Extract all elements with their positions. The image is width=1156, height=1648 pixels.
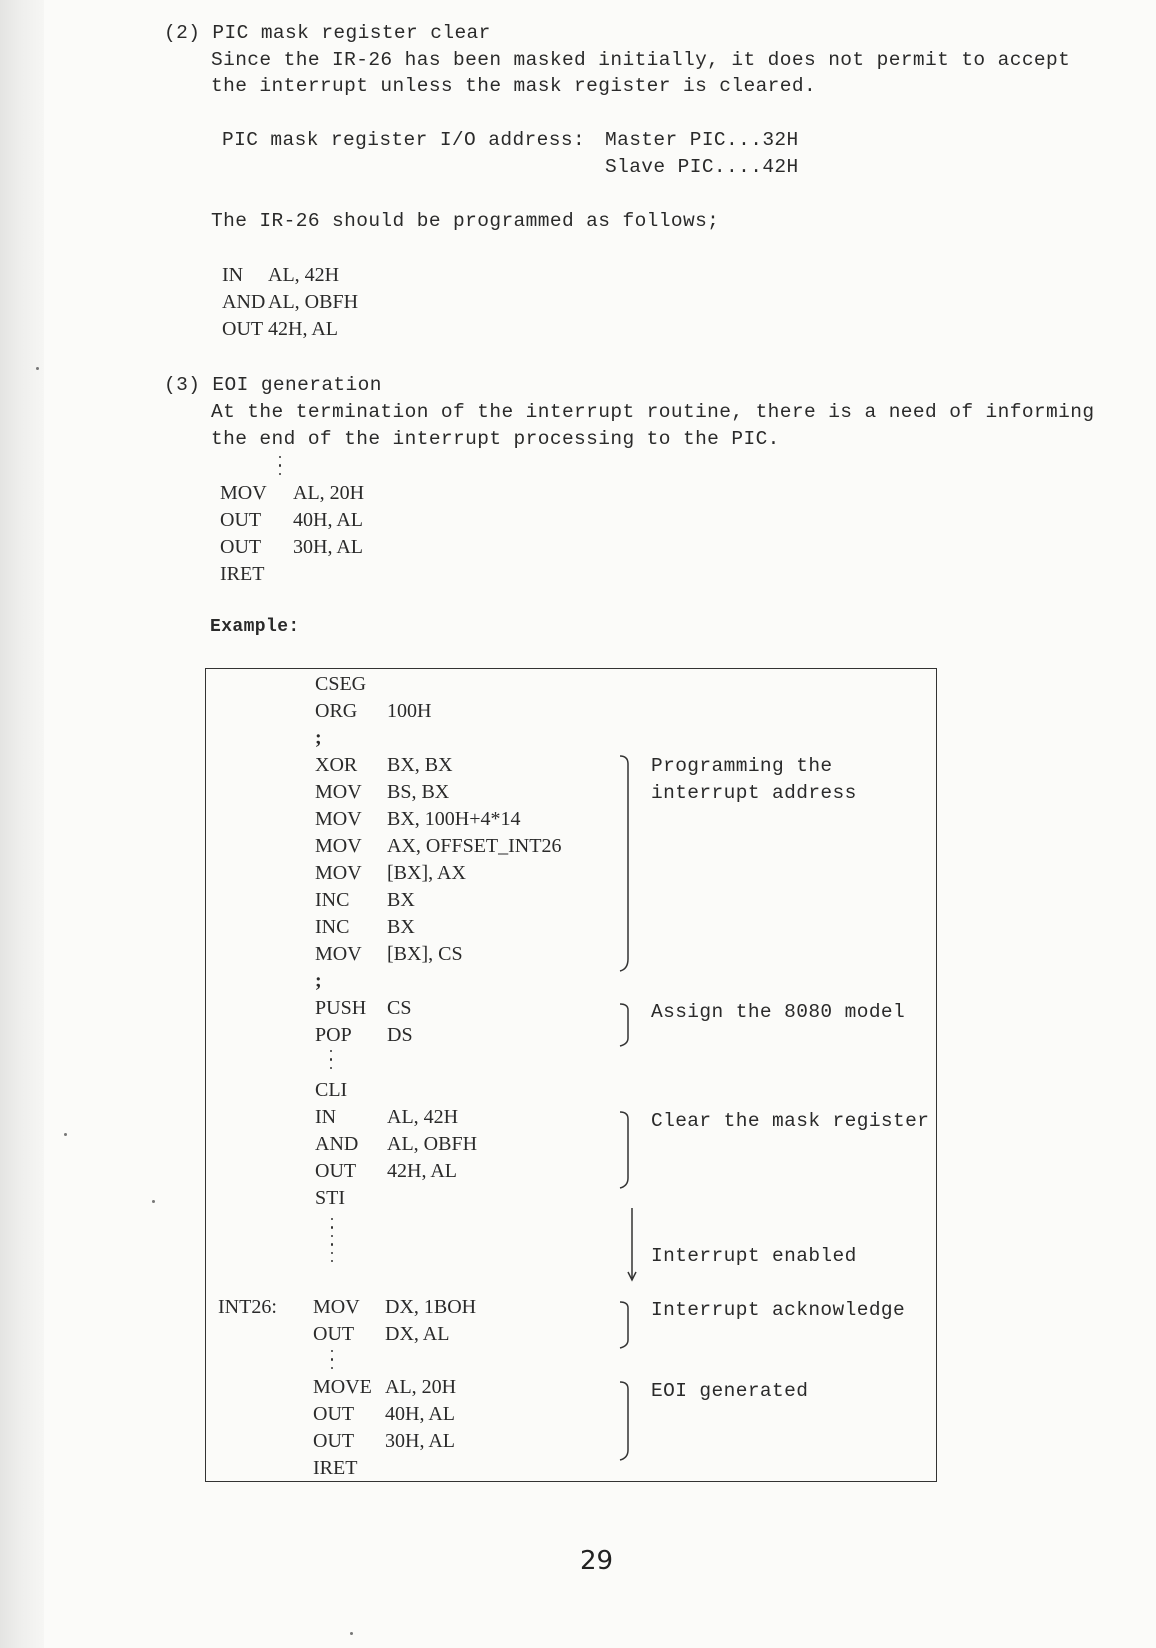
code-arg: AL, 42H xyxy=(387,1106,459,1128)
code-arg: 42H, AL xyxy=(268,318,338,340)
code-arg: DX, AL xyxy=(385,1323,450,1345)
brace-programming xyxy=(618,754,638,974)
annotation-assign: Assign the 8080 model xyxy=(651,1001,906,1023)
annotation-clear-mask: Clear the mask register xyxy=(651,1110,930,1132)
code-op: MOV xyxy=(220,482,267,504)
code-op: OUT xyxy=(222,318,264,340)
pic-address-label: PIC mask register I/O address: xyxy=(222,129,586,151)
code-op: MOV xyxy=(313,1296,360,1318)
code-arg: BX, BX xyxy=(387,754,453,776)
code-arg: AL, 20H xyxy=(293,482,365,504)
code-op: ORG xyxy=(315,700,358,722)
section2-paragraph-line1: Since the IR-26 has been masked initially, it does not permit to accept xyxy=(211,49,1071,71)
code-op: POP xyxy=(315,1024,352,1046)
code-op: IRET xyxy=(220,563,265,585)
section2-paragraph-line2: the interrupt unless the mask register is cleared. xyxy=(211,75,817,97)
section2-heading: (2) PIC mask register clear xyxy=(164,22,491,44)
annotation-eoi: EOI generated xyxy=(651,1380,809,1402)
code-arg: BX, 100H+4*14 xyxy=(387,808,521,830)
code-op: OUT xyxy=(313,1323,355,1345)
binding-shadow xyxy=(0,0,44,1648)
brace-assign xyxy=(618,1002,638,1048)
code-op: IN xyxy=(315,1106,337,1128)
code-arg: BX xyxy=(387,916,415,938)
code-op: IN xyxy=(222,264,244,286)
code-arg: 40H, AL xyxy=(385,1403,455,1425)
annotation-interrupt-acknowledge: Interrupt acknowledge xyxy=(651,1299,906,1321)
example-label: Example: xyxy=(210,617,300,637)
code-op: OUT xyxy=(220,509,262,531)
code-op: ; xyxy=(315,970,322,992)
code-arg: CS xyxy=(387,997,412,1019)
scan-speck xyxy=(36,367,39,370)
continuation-dots xyxy=(331,1350,335,1375)
code-arg: [BX], CS xyxy=(387,943,463,965)
code-op: OUT xyxy=(220,536,262,558)
annotation-interrupt-enabled: Interrupt enabled xyxy=(651,1245,857,1267)
brace-clear-mask xyxy=(618,1110,638,1190)
code-op: PUSH xyxy=(315,997,367,1019)
code-op: MOV xyxy=(315,943,362,965)
code-op: CSEG xyxy=(315,673,367,695)
code-op: AND xyxy=(222,291,266,313)
code-arg: BS, BX xyxy=(387,781,450,803)
code-op: OUT xyxy=(313,1403,355,1425)
scan-speck xyxy=(350,1632,353,1635)
program-note: The IR-26 should be programmed as follows; xyxy=(211,210,720,232)
code-op: MOV xyxy=(315,781,362,803)
code-op: OUT xyxy=(315,1160,357,1182)
int26-label: INT26: xyxy=(218,1296,277,1318)
code-op: MOVE xyxy=(313,1376,372,1398)
code-arg: 30H, AL xyxy=(293,536,363,558)
scan-speck xyxy=(152,1200,155,1203)
code-arg: AL, 20H xyxy=(385,1376,457,1398)
section3-paragraph-line1: At the termination of the interrupt routine, there is a need of informing xyxy=(211,401,1095,423)
code-op: IRET xyxy=(313,1457,358,1479)
code-arg: 30H, AL xyxy=(385,1430,455,1452)
code-op: AND xyxy=(315,1133,359,1155)
code-arg: 100H xyxy=(387,700,432,722)
section3-paragraph-line2: the end of the interrupt processing to the PIC. xyxy=(211,428,780,450)
code-arg: [BX], AX xyxy=(387,862,466,884)
page-number: 29 xyxy=(580,1546,614,1576)
code-op: MOV xyxy=(315,835,362,857)
brace-acknowledge xyxy=(618,1300,638,1350)
code-arg: 42H, AL xyxy=(387,1160,457,1182)
code-arg: AX, OFFSET_INT26 xyxy=(387,835,562,857)
code-op: INC xyxy=(315,916,350,938)
section3-heading: (3) EOI generation xyxy=(164,374,382,396)
pic-address-slave: Slave PIC....42H xyxy=(605,156,799,178)
code-op: INC xyxy=(315,889,350,911)
code-arg: AL, 42H xyxy=(268,264,340,286)
code-arg: DX, 1BOH xyxy=(385,1296,477,1318)
code-op: MOV xyxy=(315,808,362,830)
code-arg: DS xyxy=(387,1024,413,1046)
code-arg: AL, OBFH xyxy=(387,1133,478,1155)
code-op: STI xyxy=(315,1187,345,1209)
code-arg: AL, OBFH xyxy=(268,291,359,313)
continuation-dots xyxy=(279,456,283,481)
continuation-dots xyxy=(331,1218,335,1268)
code-op: ; xyxy=(315,727,322,749)
code-op: XOR xyxy=(315,754,358,776)
code-arg: 40H, AL xyxy=(293,509,363,531)
pic-address-master: Master PIC...32H xyxy=(605,129,799,151)
code-op: OUT xyxy=(313,1430,355,1452)
brace-eoi xyxy=(618,1380,638,1462)
code-op: CLI xyxy=(315,1079,348,1101)
arrow-interrupt-enabled xyxy=(626,1208,640,1284)
code-arg: BX xyxy=(387,889,415,911)
annotation-programming-line1: Programming the xyxy=(651,755,833,777)
scan-speck xyxy=(64,1133,67,1136)
code-op: MOV xyxy=(315,862,362,884)
continuation-dots xyxy=(330,1050,334,1075)
annotation-programming-line2: interrupt address xyxy=(651,782,857,804)
